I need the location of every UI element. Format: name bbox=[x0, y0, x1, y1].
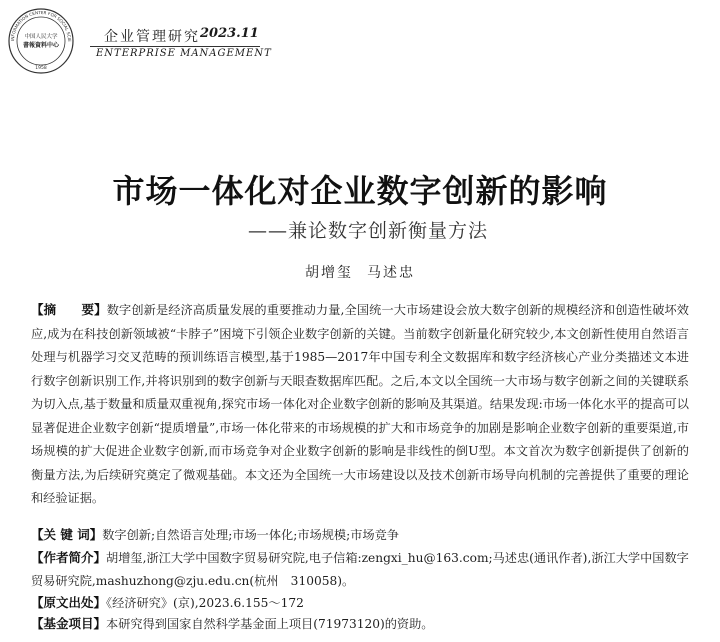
fund-label: 【基金项目】 bbox=[31, 616, 107, 631]
publisher-logo bbox=[6, 6, 76, 76]
logo-text-line2: 書報資料中心 bbox=[22, 42, 60, 49]
journal-issue: 2023.11 bbox=[200, 26, 259, 41]
author-info-text: 胡增玺,浙江大学中国数字贸易研究院,电子信箱:zengxi_hu@163.com;马述忠(通讯作者),浙江大学中国数字贸易研究院,mashuzhong@zju.edu.cn(杭州 310058)。 bbox=[31, 551, 689, 588]
logo-text-line1: 中国人民大学 bbox=[24, 34, 58, 40]
source-label: 【原文出处】 bbox=[31, 595, 107, 610]
keywords-label: 【关 键 词】 bbox=[31, 527, 103, 542]
article-authors bbox=[0, 262, 720, 282]
author-name: 马述忠 bbox=[367, 265, 415, 281]
author-info-label: 【作者简介】 bbox=[31, 550, 107, 565]
author-info bbox=[31, 546, 691, 593]
logo-year: 1958 bbox=[35, 66, 47, 71]
abstract bbox=[31, 298, 689, 511]
source-text: 《经济研究》(京),2023.6.155～172 bbox=[106, 596, 304, 610]
article-title: 市场一体化对企业数字创新的影响 bbox=[112, 172, 608, 210]
keywords-text: 数字创新;自然语言处理;市场一体化;市场规模;市场竞争 bbox=[102, 528, 399, 542]
fund-text: 本研究得到国家自然科学基金面上项目(71973120)的资助。 bbox=[106, 617, 434, 631]
header-divider bbox=[90, 46, 260, 47]
article-subtitle: ——兼论数字创新衡量方法 bbox=[248, 220, 489, 242]
abstract-label: 【摘 要】 bbox=[31, 302, 107, 317]
fund bbox=[31, 613, 691, 635]
keywords bbox=[31, 524, 691, 546]
publisher-seal-icon bbox=[6, 6, 76, 76]
abstract-text: 数字创新是经济高质量发展的重要推动力量,全国统一大市场建设会放大数字创新的规模经济和创造性破坏效应,成为在科技创新领域被“卡脖子”困境下引领企业数字创新的关键。当前数字创新量化研究较少,本文创新性使用自然语言处理与机器学习交叉范畴的预训练语言模型,基于1985—2017年中国专利全文数据库和数字经济核心产业分类描述文本进行数字创新识别工作,并将识别到的数字创新与天眼查数据库匹配。之后,本文以全国统一大市场与数字创新之间的关键联系为切入点,基于数量和质量双重视角,探究市场一体化对企业数字创新的影响及其渠道。结果发现:市场一体化水平的提高可以显著促进企业数字创新“提质增量”,市场一体化带来的市场规模的扩大和市场竞争的加剧是影响企业数字创新的重要渠道,市场规模的扩大促进企业数字创新,而市场竞争对企业数字创新的影响是非线性的倒U型。本文首次为数字创新提供了创新的衡量方法,为后续研究奠定了微观基础。本文还为全国统一大市场建设以及技术创新市场导向机制的完善提供了重要的理论和经验证据。 bbox=[31, 303, 689, 505]
source bbox=[31, 592, 691, 614]
journal-name-cn: 企业管理研究 bbox=[104, 29, 200, 45]
author-name: 胡增玺 bbox=[305, 265, 353, 281]
logo-ring-text: INFORMATION CENTER FOR SOCIAL SCIE bbox=[9, 9, 73, 42]
journal-name-en: ENTERPRISE MANAGEMENT bbox=[96, 48, 272, 59]
